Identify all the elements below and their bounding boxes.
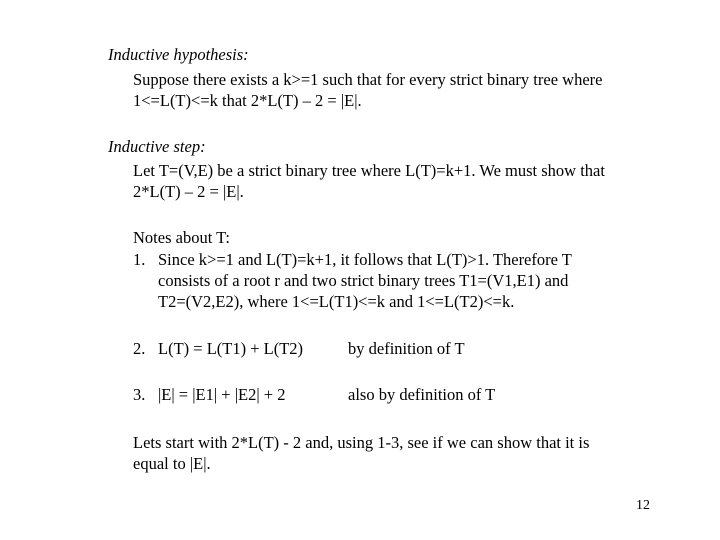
hypothesis-heading: Inductive hypothesis: <box>108 45 249 64</box>
conclusion <box>133 432 589 474</box>
note-1-number: 1. <box>133 250 146 269</box>
hypothesis-line-2: 1<=L(T)<=k that 2*L(T) – 2 = |E|. <box>133 91 362 110</box>
hypothesis-body <box>133 69 602 111</box>
note-1-line-3: T2=(V2,E2), where 1<=L(T1)<=k and 1<=L(T2)<=k. <box>158 292 515 311</box>
notes-title <box>133 227 230 248</box>
note-1-line-2: consists of a root r and two strict binary trees T1=(V1,E1) and <box>158 271 569 290</box>
note-2-reason: by definition of T <box>348 339 465 358</box>
page-number: 12 <box>636 498 650 513</box>
step-section <box>108 136 206 157</box>
note-3-number: 3. <box>133 385 146 404</box>
conclusion-line-2: equal to |E|. <box>133 454 211 473</box>
conclusion-line-1: Lets start with 2*L(T) - 2 and, using 1-3, see if we can show that it is <box>133 433 590 452</box>
note-3-statement: |E| = |E1| + |E2| + 2 <box>158 385 286 404</box>
hypothesis-line-1: Suppose there exists a k>=1 such that for every strict binary tree where <box>133 70 603 89</box>
step-body <box>133 160 605 202</box>
step-heading: Inductive step: <box>108 137 206 156</box>
note-2-number: 2. <box>133 339 146 358</box>
step-line-2: 2*L(T) – 2 = |E|. <box>133 182 244 201</box>
note-3-reason: also by definition of T <box>348 385 496 404</box>
note-2-statement: L(T) = L(T1) + L(T2) <box>158 339 304 358</box>
notes-title-text: Notes about T: <box>133 228 230 247</box>
note-1-line-1: Since k>=1 and L(T)=k+1, it follows that L(T)>1. Therefore T <box>158 250 572 269</box>
note-1-body <box>158 249 572 312</box>
hypothesis-section <box>108 44 249 65</box>
step-line-1: Let T=(V,E) be a strict binary tree where L(T)=k+1. We must show that <box>133 161 605 180</box>
